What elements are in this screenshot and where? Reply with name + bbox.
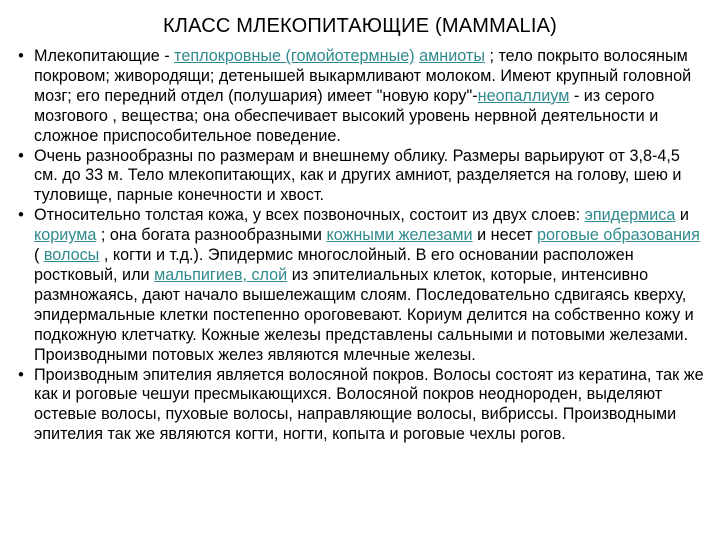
bullet-icon: • [18,146,24,165]
list-item [8,206,708,365]
paragraph-skin [34,206,708,365]
text-segment: Относительно толстая кожа, у всех позвоночных, состоит из двух слоев: [34,206,585,225]
bullet-icon: • [18,206,24,225]
link-amniotes[interactable]: амниоты [419,47,485,65]
text-segment: из эпителиальных клеток, которые, интенсивно размножаясь, дают начало вышележащим слоям. Последовательно сдвигаясь кверху, эпидермальные клетки постепенно ороговевают. Кориум делится на собственно кожу и подкожную клетчатку. Кожные железы представлены сальными и потовыми железами. Производными потовых желез являются млечные железы. [34,265,694,364]
slide-title: КЛАСС МЛЕКОПИТАЮЩИЕ (MAMMALIA) [162,15,558,37]
link-skin-glands[interactable]: кожными железами [326,226,473,245]
bullet-icon: • [18,365,24,384]
link-hair[interactable]: волосы [43,246,100,265]
text-segment: Производным эпителия является волосяной покров. Волосы состоят из кератина, так же как и роговые чешуи пресмыкающихся. Волосяной покров неоднороден, выделяют остевые волосы, пуховые волосы, направляющие волосы, вибриссы. Производными эпителия так же являются когти, ногти, копыта и роговые чехлы рогов. [34,365,704,444]
link-corium[interactable]: кориума [34,226,97,245]
text-segment: Очень разнообразны по размерам и внешнему облику. Размеры варьируют от 3,8-4,5 см. до 33 м. Тело млекопитающих, как и других амниот, разделяется на голову, шею и туловище, парные конечности и хвост. [34,146,682,205]
text-segment: - из серого мозгового , вещества; она обеспечивает высокий уровень нервной деятельности и сложное приспособительное поведение. [34,86,659,145]
text-segment: и [675,206,689,225]
list-item [8,366,708,446]
link-epidermis[interactable]: эпидермиса [584,206,676,225]
text-segment: ; тело покрыто волосяным покровом; живородящи; детенышей выкармливают молоком. Имеют крупный головной мозг; его передний отдел (полушария) имеет "новую кору"- [34,47,692,105]
list-item [8,47,708,147]
link-horny-formations[interactable]: роговые образования [537,226,700,245]
link-homeothermic[interactable]: теплокровные (гомойотермные) [174,47,415,65]
text-segment: ; она богата разнообразными [96,226,327,245]
list-item [8,147,708,207]
link-neopallium[interactable]: неопаллиум [477,86,570,105]
text-segment: , когти и т.д.). Эпидермис многослойный. В его основании расположен ростковый, или [34,246,634,284]
paragraph-size [34,147,708,207]
paragraph-hair [34,366,708,446]
text-segment: ( [34,246,44,265]
bullet-list [8,47,708,445]
text-segment: Млекопитающие - [34,47,175,65]
bullet-icon: • [18,47,24,65]
paragraph-definition [34,47,708,147]
link-malpighian-layer[interactable]: мальпигиев, слой [154,265,288,284]
text-segment: и несет [472,226,538,245]
